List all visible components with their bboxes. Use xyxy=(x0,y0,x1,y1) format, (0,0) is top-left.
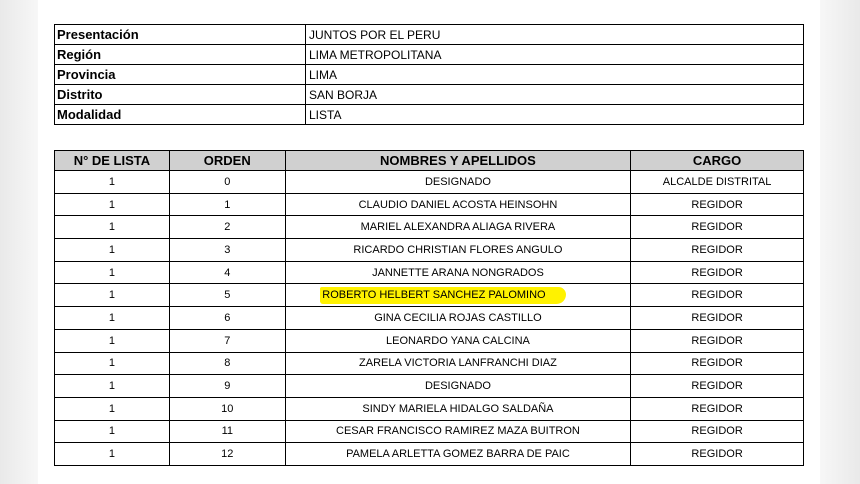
table-row xyxy=(55,307,804,330)
cell-cargo: REGIDOR xyxy=(631,307,804,330)
table-row xyxy=(55,329,804,352)
cell-cargo: REGIDOR xyxy=(631,420,804,443)
info-label: Presentación xyxy=(55,25,306,45)
table-row xyxy=(55,420,804,443)
cell-cargo: REGIDOR xyxy=(631,329,804,352)
cell-cargo: REGIDOR xyxy=(631,375,804,398)
cell-orden: 1 xyxy=(169,193,285,216)
cell-lista: 1 xyxy=(55,284,170,307)
cell-orden: 0 xyxy=(169,171,285,194)
background-right-edge xyxy=(820,0,860,484)
info-table-body xyxy=(55,25,804,125)
cell-lista: 1 xyxy=(55,420,170,443)
candidates-table xyxy=(54,150,804,466)
cell-nombre: CESAR FRANCISCO RAMIREZ MAZA BUITRON xyxy=(285,420,630,443)
cell-lista: 1 xyxy=(55,239,170,262)
cell-cargo: REGIDOR xyxy=(631,397,804,420)
cell-lista: 1 xyxy=(55,443,170,466)
info-label: Provincia xyxy=(55,65,306,85)
info-label: Modalidad xyxy=(55,105,306,125)
cell-nombre: LEONARDO YANA CALCINA xyxy=(285,329,630,352)
candidates-table-header xyxy=(55,151,804,171)
cell-orden: 12 xyxy=(169,443,285,466)
candidates-table-body xyxy=(55,171,804,466)
cell-orden: 6 xyxy=(169,307,285,330)
cell-nombre: CLAUDIO DANIEL ACOSTA HEINSOHN xyxy=(285,193,630,216)
cell-orden: 3 xyxy=(169,239,285,262)
cell-lista: 1 xyxy=(55,397,170,420)
info-value: LIMA METROPOLITANA xyxy=(306,45,804,65)
info-value: LISTA xyxy=(306,105,804,125)
info-value: SAN BORJA xyxy=(306,85,804,105)
cell-lista: 1 xyxy=(55,375,170,398)
header-lista: N° DE LISTA xyxy=(55,151,170,171)
table-row xyxy=(55,284,804,307)
header-orden: ORDEN xyxy=(169,151,285,171)
cell-lista: 1 xyxy=(55,352,170,375)
table-row xyxy=(55,261,804,284)
cell-nombre: ZARELA VICTORIA LANFRANCHI DIAZ xyxy=(285,352,630,375)
cell-cargo: ALCALDE DISTRITAL xyxy=(631,171,804,194)
cell-nombre xyxy=(285,284,630,307)
cell-nombre: SINDY MARIELA HIDALGO SALDAÑA xyxy=(285,397,630,420)
header-nombres: NOMBRES Y APELLIDOS xyxy=(285,151,630,171)
cell-lista: 1 xyxy=(55,261,170,284)
cell-cargo: REGIDOR xyxy=(631,261,804,284)
info-label: Región xyxy=(55,45,306,65)
cell-lista: 1 xyxy=(55,216,170,239)
cell-nombre: RICARDO CHRISTIAN FLORES ANGULO xyxy=(285,239,630,262)
info-row xyxy=(55,45,804,65)
cell-orden: 8 xyxy=(169,352,285,375)
cell-cargo: REGIDOR xyxy=(631,443,804,466)
info-label: Distrito xyxy=(55,85,306,105)
table-row xyxy=(55,216,804,239)
cell-orden: 10 xyxy=(169,397,285,420)
cell-lista: 1 xyxy=(55,307,170,330)
cell-orden: 2 xyxy=(169,216,285,239)
cell-cargo: REGIDOR xyxy=(631,216,804,239)
document-page xyxy=(38,0,820,484)
cell-orden: 11 xyxy=(169,420,285,443)
cell-nombre: MARIEL ALEXANDRA ALIAGA RIVERA xyxy=(285,216,630,239)
header-row xyxy=(55,151,804,171)
cell-orden: 7 xyxy=(169,329,285,352)
info-row xyxy=(55,105,804,125)
info-table xyxy=(54,24,804,125)
cell-lista: 1 xyxy=(55,193,170,216)
cell-nombre: DESIGNADO xyxy=(285,171,630,194)
cell-nombre: JANNETTE ARANA NONGRADOS xyxy=(285,261,630,284)
table-row xyxy=(55,193,804,216)
info-value: JUNTOS POR EL PERU xyxy=(306,25,804,45)
info-row xyxy=(55,85,804,105)
cell-orden: 4 xyxy=(169,261,285,284)
table-row xyxy=(55,239,804,262)
cell-cargo: REGIDOR xyxy=(631,239,804,262)
info-row xyxy=(55,25,804,45)
table-row xyxy=(55,352,804,375)
cell-lista: 1 xyxy=(55,329,170,352)
cell-cargo: REGIDOR xyxy=(631,193,804,216)
cell-lista: 1 xyxy=(55,171,170,194)
cell-cargo: REGIDOR xyxy=(631,352,804,375)
table-row xyxy=(55,171,804,194)
cell-nombre: DESIGNADO xyxy=(285,375,630,398)
cell-nombre: PAMELA ARLETTA GOMEZ BARRA DE PAIC xyxy=(285,443,630,466)
info-row xyxy=(55,65,804,85)
highlighted-name: ROBERTO HELBERT SANCHEZ PALOMINO xyxy=(320,287,565,304)
cell-cargo: REGIDOR xyxy=(631,284,804,307)
table-row xyxy=(55,397,804,420)
background-left-edge xyxy=(0,0,38,484)
info-value: LIMA xyxy=(306,65,804,85)
cell-orden: 5 xyxy=(169,284,285,307)
cell-nombre: GINA CECILIA ROJAS CASTILLO xyxy=(285,307,630,330)
table-row xyxy=(55,375,804,398)
table-row xyxy=(55,443,804,466)
header-cargo: CARGO xyxy=(631,151,804,171)
cell-orden: 9 xyxy=(169,375,285,398)
